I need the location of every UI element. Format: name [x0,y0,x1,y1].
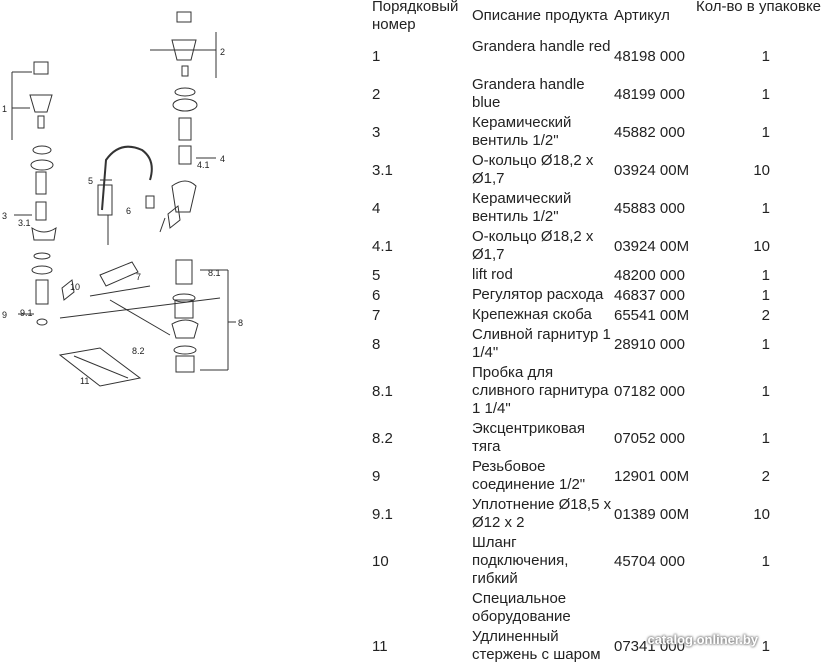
row-description: Специальное оборудование [472,590,571,625]
row-quantity: 1 [761,336,770,353]
callout-9-1: 9.1 [20,308,33,318]
row-article: 48200 000 [614,267,685,284]
callout-3-1: 3.1 [18,218,31,228]
row-number: 4.1 [372,238,393,255]
table-row [370,286,770,306]
row-description: Крепежная скоба [472,306,592,323]
row-number: 11 [372,638,388,655]
faucet-exploded-view [0,0,368,400]
table-row [370,266,770,286]
row-quantity: 2 [761,468,770,485]
table-row [370,190,770,228]
table-row [370,38,770,76]
row-number: 9.1 [372,506,393,523]
row-article: 01389 00M [614,506,690,523]
row-description: Пробка для сливного гарнитура 1 1/4" [472,364,609,417]
row-number: 4 [372,200,381,217]
row-number: 1 [372,48,381,65]
callout-9: 9 [2,310,8,320]
table-row [370,152,770,190]
row-article: 46837 000 [614,287,685,304]
row-quantity: 1 [761,200,770,217]
row-number: 8 [372,336,381,353]
row-description: Удлиненный стержень с шаром [472,628,601,663]
row-article: 07052 000 [614,430,685,447]
row-article: 45704 000 [614,553,685,570]
row-description: Керамический вентиль 1/2" [472,114,572,149]
header-quantity: Кол-во в упаковке [696,0,821,15]
callout-11: 11 [80,376,90,386]
row-description: Эксцентриковая тяга [472,420,585,455]
row-quantity: 1 [761,430,770,447]
table-row [370,420,770,458]
row-article: 03924 00M [614,162,690,179]
header-article: Артикул [614,7,670,24]
callout-3: 3 [2,211,8,221]
table-row [370,458,770,496]
row-article: 03924 00M [614,238,690,255]
row-quantity: 1 [761,48,770,65]
row-description: Шланг подключения, гибкий [472,534,569,587]
row-description: Grandera handle red [472,38,611,55]
callout-8: 8 [238,318,244,328]
row-description: Керамический вентиль 1/2" [472,190,572,225]
header-number: Порядковый номер [372,0,459,33]
row-number: 10 [372,553,389,570]
callout-5: 5 [88,176,94,186]
row-quantity: 1 [761,267,770,284]
watermark: catalog.onliner.by [647,632,758,647]
row-number: 3.1 [372,162,393,179]
row-quantity: 10 [753,162,770,179]
callout-4: 4 [220,154,226,164]
header-description: Описание продукта [472,7,608,24]
callout-7: 7 [136,272,142,282]
row-number: 3 [372,124,381,141]
row-description: Регулятор расхода [472,286,604,303]
row-number: 6 [372,287,381,304]
row-article: 28910 000 [614,336,685,353]
row-article: 48199 000 [614,86,685,103]
row-number: 2 [372,86,381,103]
row-quantity: 1 [761,86,770,103]
callout-8-2: 8.2 [132,346,145,356]
row-article: 45883 000 [614,200,685,217]
row-description: O-кольцо Ø18,2 x Ø1,7 [472,152,594,187]
table-row [370,364,770,420]
parts-table [370,0,821,666]
row-number: 9 [372,468,381,485]
row-quantity: 1 [761,553,770,570]
table-row [370,228,770,266]
row-article: 07182 000 [614,383,685,400]
exploded-parts-diagram [0,0,368,661]
row-number: 8.2 [372,430,393,447]
row-article: 48198 000 [614,48,685,65]
row-number: 7 [372,307,381,324]
row-number: 8.1 [372,383,393,400]
row-quantity: 1 [761,124,770,141]
callout-8-1: 8.1 [208,268,221,278]
row-quantity: 1 [761,383,770,400]
row-article: 12901 00M [614,468,690,485]
table-row [370,76,770,114]
table-header [370,0,821,38]
row-quantity: 10 [753,238,770,255]
row-description: Сливной гарнитур 1 1/4" [472,326,611,361]
table-row [370,114,770,152]
callout-2: 2 [220,47,226,57]
row-description: Уплотнение Ø18,5 x Ø12 x 2 [472,496,612,531]
table-row [370,326,770,364]
row-description: O-кольцо Ø18,2 x Ø1,7 [472,228,594,263]
row-quantity: 10 [753,506,770,523]
row-number: 5 [372,267,381,284]
table-row [370,590,770,628]
row-description: lift rod [472,266,513,283]
row-quantity: 1 [761,287,770,304]
row-description: Резьбовое соединение 1/2" [472,458,586,493]
callout-6: 6 [126,206,132,216]
row-quantity: 2 [761,307,770,324]
row-article: 65541 00M [614,307,690,324]
table-body [370,38,770,666]
table-row [370,534,770,590]
callout-10: 10 [70,282,81,292]
callout-1: 1 [2,104,8,114]
row-article: 07341 000 [614,638,685,655]
row-description: Grandera handle blue [472,76,585,111]
row-quantity: 1 [761,638,770,655]
callout-4-1: 4.1 [197,160,210,170]
row-article: 45882 000 [614,124,685,141]
table-row [370,496,770,534]
table-row [370,306,770,326]
